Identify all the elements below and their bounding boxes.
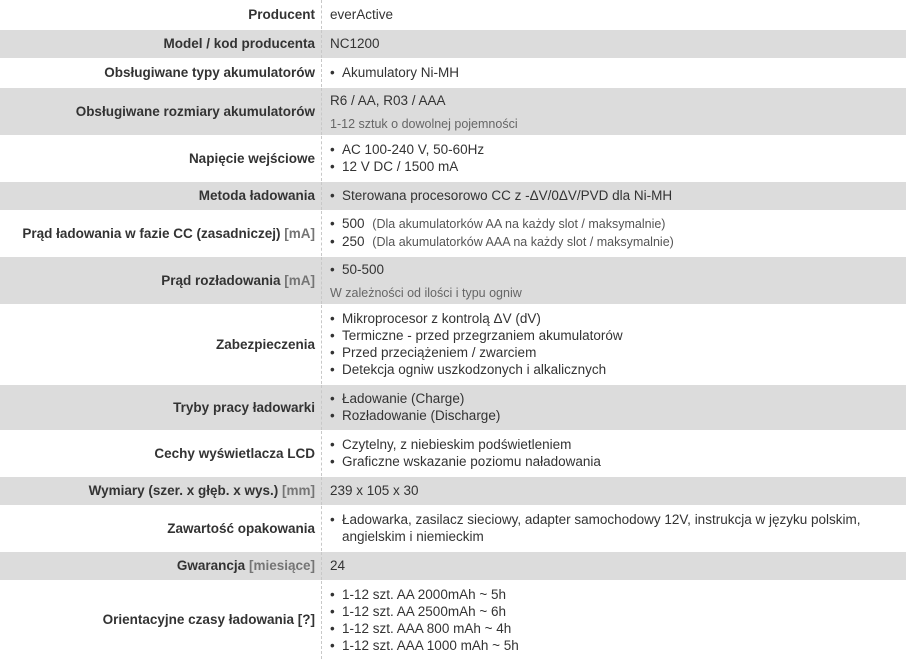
spec-label bbox=[0, 256, 322, 304]
item-value: 500 bbox=[342, 216, 365, 231]
spec-row-discharge-current bbox=[0, 256, 906, 304]
spec-value bbox=[322, 58, 906, 87]
help-link[interactable]: [?] bbox=[298, 612, 315, 627]
spec-row-battery-types bbox=[0, 58, 906, 87]
spec-row-producent bbox=[0, 0, 906, 29]
list-item bbox=[330, 215, 906, 233]
spec-row-lcd bbox=[0, 430, 906, 476]
item-note: (Dla akumulatorków AA na każdy slot / maksymalnie) bbox=[372, 217, 665, 231]
spec-value bbox=[322, 210, 906, 256]
spec-value bbox=[322, 29, 906, 58]
value-note: W zależności od ilości i typu ogniw bbox=[330, 286, 906, 300]
list-item: • 1-12 szt. AAA 1000 mAh ~ 5h bbox=[330, 637, 906, 654]
spec-row-modes bbox=[0, 384, 906, 430]
spec-label: Zabezpieczenia bbox=[0, 304, 322, 384]
list-item: • Sterowana procesorowo CC z -ΔV/0ΔV/PVD dla Ni-MH bbox=[330, 187, 906, 204]
spec-value bbox=[322, 505, 906, 551]
list-item: • Przed przeciążeniem / zwarciem bbox=[330, 344, 906, 361]
label-text: Prąd rozładowania bbox=[161, 273, 280, 288]
value-note: 1-12 sztuk o dowolnej pojemności bbox=[330, 117, 906, 131]
spec-label bbox=[0, 476, 322, 505]
list-item: • Akumulatory Ni-MH bbox=[330, 64, 906, 81]
spec-label: Tryby pracy ładowarki bbox=[0, 384, 322, 430]
spec-row-model bbox=[0, 29, 906, 58]
list-item: • 12 V DC / 1500 mA bbox=[330, 158, 906, 175]
label-unit: [mA] bbox=[284, 273, 315, 288]
spec-value bbox=[322, 0, 906, 29]
spec-row-package bbox=[0, 505, 906, 551]
value-text: NC1200 bbox=[330, 36, 380, 51]
value-text: everActive bbox=[330, 7, 393, 22]
value-text: 24 bbox=[330, 558, 345, 573]
label-text: Prąd ładowania w fazie CC (zasadniczej) bbox=[22, 226, 280, 241]
spec-label bbox=[0, 210, 322, 256]
spec-value bbox=[322, 551, 906, 580]
spec-value bbox=[322, 256, 906, 304]
spec-value bbox=[322, 87, 906, 135]
spec-label: Producent bbox=[0, 0, 322, 29]
spec-value bbox=[322, 476, 906, 505]
list-item: • Ładowanie (Charge) bbox=[330, 390, 906, 407]
spec-label: Model / kod producenta bbox=[0, 29, 322, 58]
spec-row-warranty bbox=[0, 551, 906, 580]
item-value: 250 bbox=[342, 234, 365, 249]
spec-row-charge-times bbox=[0, 580, 906, 659]
list-item: • AC 100-240 V, 50-60Hz bbox=[330, 141, 906, 158]
label-unit: [miesiące] bbox=[249, 558, 315, 573]
label-text: Wymiary (szer. x głęb. x wys.) bbox=[89, 483, 279, 498]
spec-value bbox=[322, 580, 906, 659]
spec-label: Obsługiwane rozmiary akumulatorów bbox=[0, 87, 322, 135]
item-note: (Dla akumulatorków AAA na każdy slot / maksymalnie) bbox=[372, 235, 674, 249]
spec-row-charge-method bbox=[0, 181, 906, 210]
spec-label bbox=[0, 551, 322, 580]
spec-value bbox=[322, 181, 906, 210]
spec-row-charge-current bbox=[0, 210, 906, 256]
label-text: Orientacyjne czasy ładowania bbox=[103, 612, 294, 627]
value-text: R6 / AA, R03 / AAA bbox=[330, 92, 906, 109]
list-item: • Ładowarka, zasilacz sieciowy, adapter samochodowy 12V, instrukcja w języku polskim, angielskim i niemieckim bbox=[330, 511, 906, 545]
list-item: • Czytelny, z niebieskim podświetleniem bbox=[330, 436, 906, 453]
spec-row-battery-sizes bbox=[0, 87, 906, 135]
list-item: • 1-12 szt. AA 2500mAh ~ 6h bbox=[330, 603, 906, 620]
list-item: • 1-12 szt. AA 2000mAh ~ 5h bbox=[330, 586, 906, 603]
list-item: • Rozładowanie (Discharge) bbox=[330, 407, 906, 424]
label-unit: [mA] bbox=[284, 226, 315, 241]
list-item: • Mikroprocesor z kontrolą ΔV (dV) bbox=[330, 310, 906, 327]
label-unit: [mm] bbox=[282, 483, 315, 498]
spec-row-input-voltage bbox=[0, 135, 906, 181]
list-item: • Termiczne - przed przegrzaniem akumulatorów bbox=[330, 327, 906, 344]
value-text: 239 x 105 x 30 bbox=[330, 483, 419, 498]
list-item bbox=[330, 233, 906, 251]
spec-row-dimensions bbox=[0, 476, 906, 505]
spec-label: Zawartość opakowania bbox=[0, 505, 322, 551]
list-item: • 1-12 szt. AAA 800 mAh ~ 4h bbox=[330, 620, 906, 637]
spec-label: Cechy wyświetlacza LCD bbox=[0, 430, 322, 476]
spec-row-protections bbox=[0, 304, 906, 384]
list-item: • Detekcja ogniw uszkodzonych i alkalicznych bbox=[330, 361, 906, 378]
label-text: Gwarancja bbox=[177, 558, 245, 573]
spec-label: Metoda ładowania bbox=[0, 181, 322, 210]
spec-value bbox=[322, 304, 906, 384]
spec-value bbox=[322, 384, 906, 430]
list-item: • Graficzne wskazanie poziomu naładowania bbox=[330, 453, 906, 470]
spec-label: Obsługiwane typy akumulatorów bbox=[0, 58, 322, 87]
spec-value bbox=[322, 430, 906, 476]
list-item: • 50-500 bbox=[330, 261, 906, 278]
spec-label: Napięcie wejściowe bbox=[0, 135, 322, 181]
spec-value bbox=[322, 135, 906, 181]
spec-label bbox=[0, 580, 322, 659]
